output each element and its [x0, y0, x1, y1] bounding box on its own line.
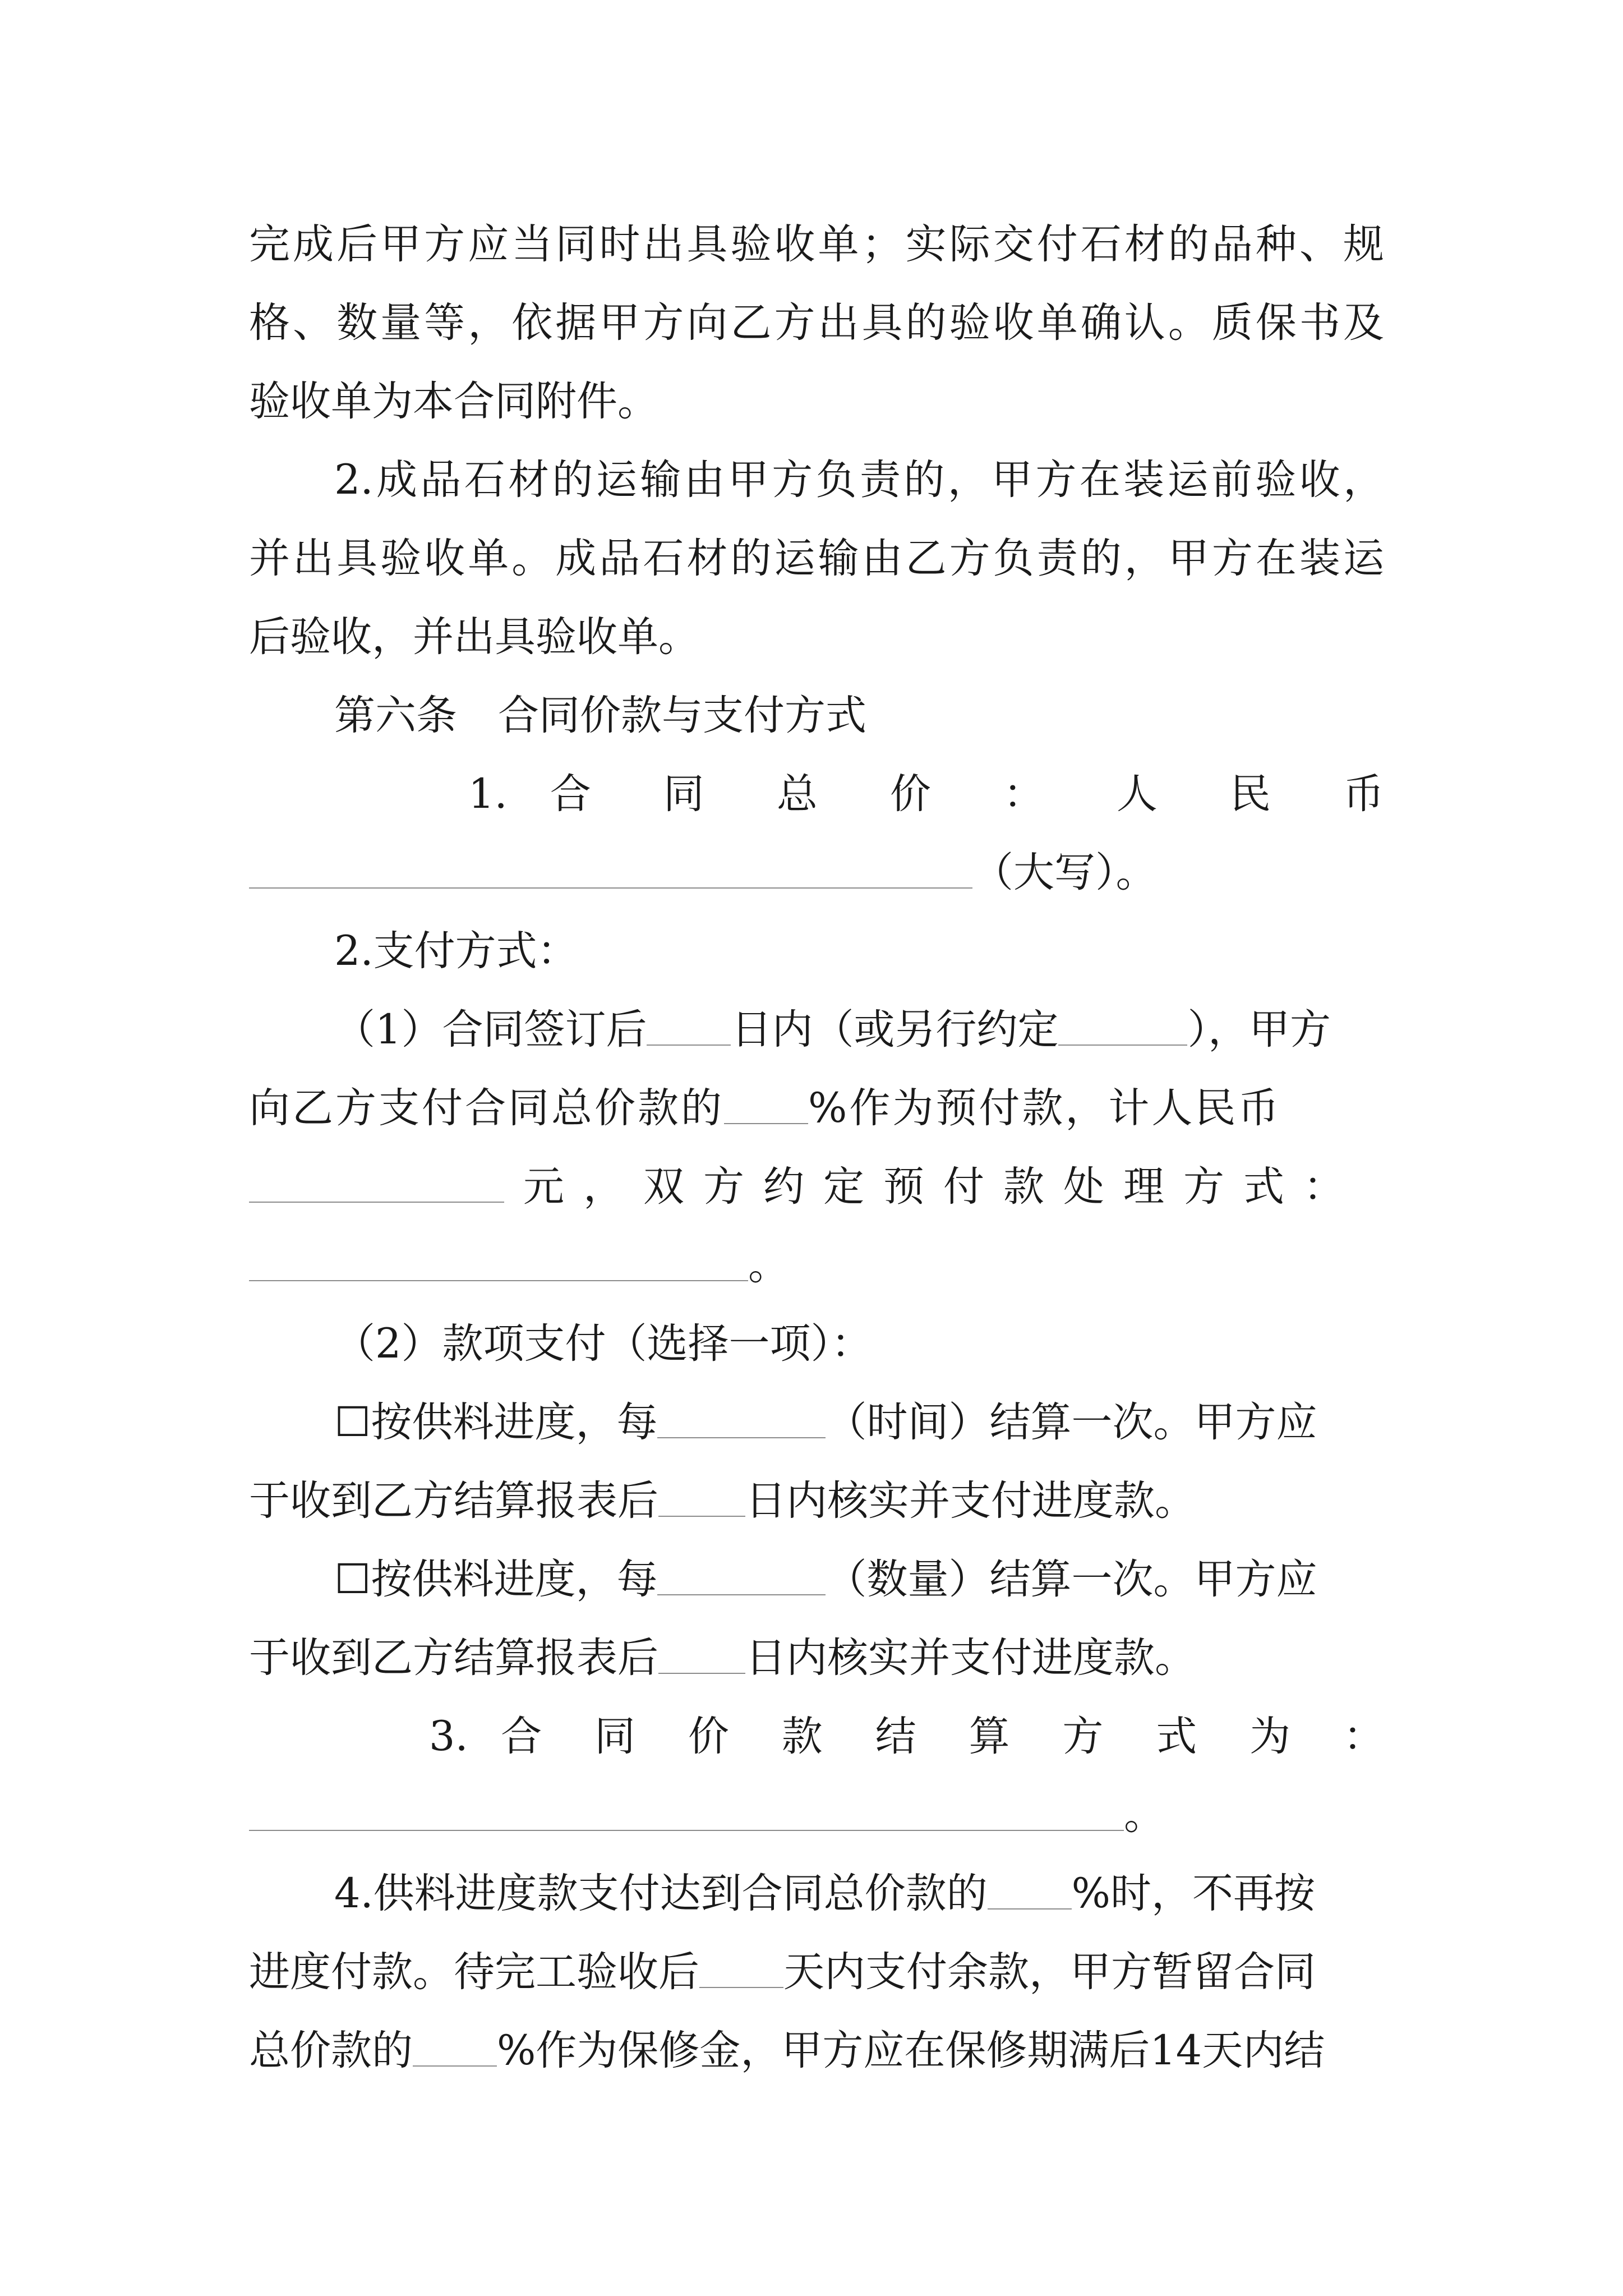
blank-field[interactable]: [249, 1280, 748, 1281]
option-text: 于收到乙方结算报表后: [249, 1477, 658, 1525]
option-time-line-1: [334, 1383, 1469, 1462]
prepay-text: （1）合同签订后: [334, 1006, 647, 1053]
paragraph-line: 后验收，并出具验收单。: [249, 613, 699, 661]
blank-field[interactable]: [658, 1516, 745, 1517]
blank-field[interactable]: [249, 1830, 1124, 1831]
option-text: （数量）结算一次。甲方应: [826, 1556, 1317, 1603]
blank-field[interactable]: [657, 1594, 826, 1595]
option-checkbox-text[interactable]: ☐按供料进度，每: [334, 1556, 658, 1603]
paragraph-line: 验收单为本合同附件。: [249, 378, 658, 425]
progress-line-1: [334, 1855, 1469, 1933]
paragraph-line: 2.成品石材的运输由甲方负责的，甲方在装运前验收，: [334, 456, 1384, 504]
blank-field[interactable]: [658, 1673, 745, 1674]
progress-text: 进度付款。待完工验收后: [249, 1948, 699, 1996]
blank-field[interactable]: [988, 1908, 1072, 1910]
prepay-line-3: [249, 1148, 1384, 1226]
payment-method-title: 2.支付方式：: [334, 927, 578, 975]
progress-line-2: [249, 1933, 1384, 2012]
option-time-line-2: [249, 1462, 1384, 1540]
total-price-line: [249, 834, 1384, 912]
progress-text: %作为保修金，甲方应在保修期满后14天内结: [497, 2027, 1325, 2074]
paragraph-line: 并出具验收单。成品石材的运输由乙方负责的，甲方在装运: [249, 535, 1384, 582]
progress-text: 4.供料进度款支付达到合同总价款的: [334, 1870, 988, 1917]
progress-line-3: [249, 2012, 1384, 2090]
prepay-line-2: [249, 1069, 1384, 1148]
progress-text: %时，不再按: [1071, 1870, 1316, 1917]
blank-field[interactable]: [249, 1202, 504, 1203]
blank-field[interactable]: [657, 1437, 826, 1438]
section-heading: 第六条 合同价款与支付方式: [334, 692, 866, 739]
option-checkbox-text[interactable]: ☐按供料进度，每: [334, 1398, 658, 1446]
prepay-text: ），甲方: [1187, 1006, 1331, 1053]
option-text: 日内核实并支付进度款。: [745, 1634, 1196, 1682]
prepay-text: 元，双方约定预付款处理方式：: [523, 1163, 1363, 1211]
prepay-text: %作为预付款，计人民币: [808, 1084, 1281, 1132]
prepay-line-1: [334, 991, 1469, 1069]
progress-text: 天内支付余款，甲方暂留合同: [783, 1948, 1316, 1996]
payment-options-title: （2）款项支付（选择一项）：: [334, 1320, 872, 1368]
option-text: 于收到乙方结算报表后: [249, 1634, 658, 1682]
blank-field[interactable]: [413, 2065, 497, 2067]
settlement-line: [249, 1776, 1384, 1855]
option-qty-line-2: [249, 1619, 1384, 1697]
option-text: 日内核实并支付进度款。: [745, 1477, 1196, 1525]
paragraph-line: 格、数量等，依据甲方向乙方出具的验收单确认。质保书及: [249, 299, 1384, 347]
total-price-label: 1. 合 同 总 价 ： 人 民 币: [468, 770, 1384, 818]
prepay-line-4: [249, 1226, 1384, 1305]
blank-field[interactable]: [699, 1987, 783, 1988]
blank-field[interactable]: [1058, 1045, 1187, 1046]
blank-field[interactable]: [249, 887, 972, 889]
settlement-label: 3. 合 同 价 款 结 算 方 式 为 ：: [429, 1713, 1384, 1760]
settlement-end: 。: [1124, 1791, 1165, 1839]
progress-text: 总价款的: [249, 2027, 413, 2074]
blank-field[interactable]: [724, 1123, 808, 1124]
total-price-suffix: （大写）。: [972, 849, 1157, 896]
option-qty-line-1: [334, 1540, 1469, 1619]
option-text: （时间）结算一次。甲方应: [826, 1398, 1317, 1446]
blank-field[interactable]: [647, 1045, 731, 1046]
paragraph-line: 完成后甲方应当同时出具验收单；实际交付石材的品种、规: [249, 220, 1384, 268]
prepay-text: 。: [748, 1241, 789, 1289]
prepay-text: 向乙方支付合同总价款的: [249, 1084, 724, 1132]
prepay-text: 日内（或另行约定: [731, 1006, 1059, 1053]
